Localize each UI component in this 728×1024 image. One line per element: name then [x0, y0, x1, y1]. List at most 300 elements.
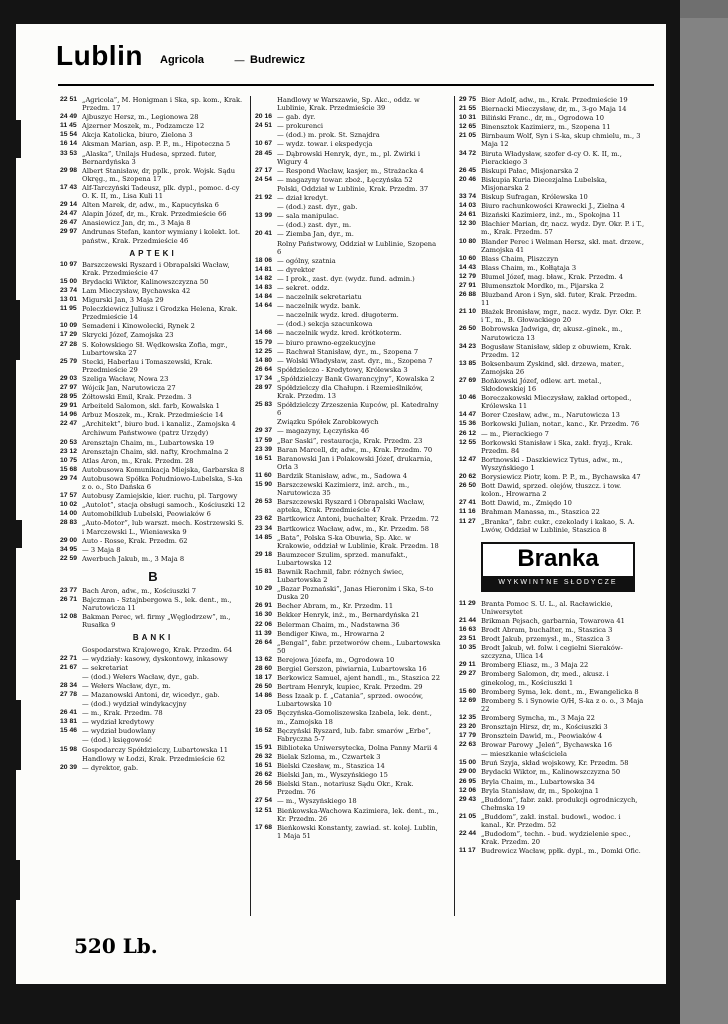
phone-number: 15 79 [255, 338, 273, 346]
entry-text: „Spółdzielczy Bank Gwarancyjny”, Kowalska 2 [277, 374, 435, 383]
entry-text: — sala manipulac. [277, 212, 339, 221]
entry-text: Bartkowicz Antoni, buchalter, Krak. Przedm. 72 [277, 515, 439, 524]
edge-ink-mark [16, 700, 21, 770]
entry-text: Arensztajn Chaim, m., Lubartowska 19 [82, 438, 215, 447]
phone-number: 15 54 [60, 131, 78, 139]
entry-text: Boksenbaum Zyskind, skł. drzewa, mater., Zamojska 26 [481, 359, 625, 376]
phone-number: 26 47 [60, 219, 78, 227]
phone-number: 17 29 [60, 331, 78, 339]
edge-ink-mark [16, 860, 20, 900]
entry-text: Blumel Józef, mag. bław., Krak. Przedm. 4 [481, 272, 623, 281]
entry-text: Handlowy w Warszawie, Sp. Akc., oddz. w Lublinie, Krak. Przedmieście 39 [277, 96, 420, 113]
entry-text: — Wełers Wacław, dyr., m. [82, 681, 171, 690]
directory-entry [255, 257, 441, 265]
entry-text: Bryla Chaim, m., Lubartowska 34 [481, 777, 595, 786]
entry-text: Blumensztok Mordko, m., Pijarska 2 [481, 281, 604, 290]
entry-text: Bach Aron, adw., m., Kościuszki 7 [82, 586, 196, 595]
phone-number: 29 11 [459, 661, 476, 669]
phone-number: 15 60 [459, 687, 477, 695]
entry-text: Archiwum Państwowe (patrz Urzędy) [82, 429, 209, 438]
directory-entry [255, 348, 441, 356]
directory-entry [60, 664, 246, 672]
entry-text: Handlowy w Łodzi, Krak. Przedmieście 62 [82, 754, 226, 763]
phone-number: 26 62 [255, 771, 273, 779]
entry-text: Blass Chaim, m., Kołłątaja 3 [481, 263, 577, 272]
directory-entry [255, 185, 441, 193]
directory-entry [60, 646, 246, 654]
directory-entry [255, 113, 441, 121]
directory-entry [60, 596, 246, 612]
phone-number: 29 75 [459, 96, 477, 103]
entry-text: — wydział kredytowy [82, 718, 155, 727]
phone-number: 16 52 [255, 726, 273, 734]
entry-text: Migurski Jan, 3 Maja 29 [82, 296, 164, 305]
entry-text: Berkowicz Samuel, ajent handl., m., Staszica 22 [277, 674, 440, 683]
phone-number: 16 51 [255, 454, 273, 462]
entry-text: Spółdzielczo - Kredytowy, Królewska 3 [277, 365, 408, 374]
directory-entry [255, 329, 441, 337]
directory-entry [60, 96, 246, 112]
entry-text: Bertram Henryk, kupiec, Krak. Przedm. 29 [277, 683, 423, 692]
phone-number: 24 47 [60, 210, 78, 218]
entry-text: Bromberg Eliasz, m., 3 Maja 22 [481, 661, 589, 670]
entry-text: Bajczman - Sztajnbergowa S., lek. dent., m., Narutowicza 11 [82, 596, 232, 613]
phone-number: 14 86 [255, 692, 273, 700]
phone-number: 29 14 [60, 201, 78, 209]
directory-entry [60, 519, 246, 535]
header-rule [58, 84, 654, 86]
phone-number: 27 69 [459, 377, 477, 384]
phone-number: 23 05 [255, 709, 273, 717]
phone-number: 12 55 [459, 438, 477, 446]
directory-entry [459, 439, 645, 455]
entry-text: Brydacki Wiktor, m., Kalinowszczyzna 50 [481, 768, 621, 777]
phone-number: 26 95 [459, 777, 477, 785]
directory-entry [459, 697, 645, 713]
directory-entry [255, 780, 441, 796]
entry-text: Becher Abram, m., Kr. Przedm. 11 [277, 602, 394, 611]
directory-entry [459, 714, 645, 722]
directory-entry [60, 140, 246, 148]
entry-text: Bielski Jan, m., Wyszyńskiego 15 [277, 771, 388, 780]
entry-text: — (dod.) m. prok. St. Sznajdra [277, 131, 380, 140]
phone-number: 26 12 [459, 429, 477, 437]
phone-number: 20 41 [255, 230, 273, 238]
entry-text: Bott Dawid, m., Zmiędo 10 [481, 499, 572, 508]
directory-entry [60, 331, 246, 339]
entry-text: Bromberg Salomon, dr, med., akusz. i ginekolog, m., Kościuszki 1 [481, 670, 609, 687]
directory-entry [60, 746, 246, 754]
directory-entry [459, 741, 645, 749]
phone-number: 28 97 [255, 384, 273, 391]
directory-entry [255, 683, 441, 691]
entry-text: „Bar Saski”, restauracja, Krak. Przedm. 23 [277, 436, 423, 445]
header-first-entry: Agricola [160, 54, 205, 66]
entry-text: — (dod.) zast. dyr., m. [277, 221, 352, 230]
entry-text: Ajzerner Moszek, m., Podzamcze 12 [82, 122, 205, 131]
phone-number: 18 17 [255, 674, 273, 682]
entry-text: Polski, Oddział w Lublinie, Krak. Przedm. 37 [277, 184, 429, 193]
directory-entry [459, 220, 645, 236]
directory-entry [255, 744, 441, 752]
directory-entry [255, 375, 441, 383]
directory-entry [459, 238, 645, 254]
directory-entry [459, 830, 645, 846]
entry-text: Wójcik Jan, Narutowicza 27 [82, 384, 176, 392]
directory-entry [60, 167, 246, 183]
entry-text: Baumzecer Szulim, sprzed. manufakt., Lubartowska 12 [277, 550, 408, 567]
entry-text: Autobusowa Spółka Południowo-Lubelska, S-ka z o. o., Sto Dańska 6 [82, 474, 243, 492]
phone-number: 10 60 [459, 254, 477, 262]
column-1 [60, 96, 246, 773]
directory-entry [255, 515, 441, 523]
entry-text: „Bata”, Polska S-ka Obuwia, Sp. Akc. w Krakowie, oddział w Lublinie, Krak. Przedm. 18 [277, 533, 439, 550]
entry-text: Borysiewicz Piotr, kom. P. P., m., Bychawska 47 [481, 473, 641, 482]
entry-text: „Alaska”, Unilajs Hudesa, sprzed. futer, Bernardyńska 3 [82, 149, 217, 166]
entry-text: — Dąbrowski Henryk, dyr., m., pl. Żwirki i Wigury 4 [277, 149, 420, 166]
directory-entry [255, 131, 441, 139]
entry-text: Brikman Pejsach, garbarnia, Towarowa 41 [481, 616, 625, 625]
phone-number: 26 32 [255, 752, 273, 760]
directory-entry [459, 499, 645, 507]
entry-text: Gospodarczy Spółdzielczy, Lubartowska 11 [82, 745, 229, 754]
directory-entry [459, 211, 645, 219]
phone-number: 27 91 [459, 281, 477, 289]
directory-entry [459, 456, 645, 472]
entry-text: Skrycki Józef, Zamojska 23 [82, 331, 174, 340]
directory-entry [60, 755, 246, 763]
column-2 [255, 96, 441, 841]
phone-number: 11 95 [60, 305, 77, 313]
entry-text: — gab. dyr. [277, 113, 316, 122]
directory-entry [459, 308, 645, 324]
phone-number: 20 46 [459, 175, 477, 183]
phone-number: 34 95 [60, 545, 78, 553]
phone-number: 13 81 [60, 718, 78, 726]
directory-entry [255, 656, 441, 664]
directory-entry [60, 341, 246, 357]
entry-text: Bartkowicz Wacław, adw., m., Kr. Przedm. 58 [277, 524, 430, 533]
directory-entry [459, 193, 645, 201]
directory-entry [459, 273, 645, 281]
phone-number: 26 50 [255, 683, 273, 691]
phone-number: 17 59 [255, 436, 273, 444]
entry-text: Berejowa Józefa, m., Ogrodowa 10 [277, 655, 395, 664]
phone-number: 29 43 [459, 795, 477, 803]
directory-entry [255, 824, 441, 840]
directory-entry [255, 455, 441, 471]
phone-number: 12 47 [459, 455, 477, 463]
phone-number: 10 09 [60, 322, 78, 330]
directory-entry [60, 439, 246, 447]
entry-text: — naczelnik wydz. bank. [277, 302, 361, 311]
directory-entry [255, 630, 441, 638]
directory-entry [459, 105, 645, 113]
entry-text: Bromberg S. i Synowie O/H, S-ka z o. o., 3 Maja 22 [481, 696, 644, 713]
entry-text: Arensztajn Chaim, skł. nafty, Krochmalna 2 [82, 447, 229, 456]
directory-entry [60, 305, 246, 321]
entry-text: — (dod.) zast. dyr., gab. [277, 203, 358, 212]
entry-text: Biernacki Mieczysław, dr, m., 3-go Maja 14 [481, 105, 627, 114]
directory-entry [459, 150, 645, 166]
entry-text: Brydacki Wiktor, Kalinowszczyzna 50 [82, 277, 209, 286]
entry-text: Bier Adolf, adw., m., Krak. Przedmieście 19 [481, 96, 628, 104]
directory-entry [255, 762, 441, 770]
section-heading: APTEKI [129, 248, 177, 258]
entry-text: Bęczyńska-Gomoliszewska Izabela, lek. dent., m., Zamojska 18 [277, 709, 432, 726]
directory-entry [255, 771, 441, 779]
directory-entry [60, 210, 246, 218]
phone-number: 29 27 [459, 670, 477, 678]
entry-text: — m., Pierackiego 7 [481, 429, 549, 438]
header-last-entry: Budrewicz [250, 54, 306, 66]
directory-entry [255, 339, 441, 347]
entry-text: Związku Spółek Zarobkowych [277, 418, 379, 427]
entry-text: Biskupi Pałac, Misjonarska 2 [481, 166, 579, 175]
directory-entry [459, 411, 645, 419]
phone-number: 25 83 [255, 401, 273, 409]
directory-entry [459, 847, 645, 855]
phone-number: 27 78 [60, 691, 78, 698]
entry-text: — (dod.) księgowość [82, 736, 152, 745]
entry-text: Bęczyński Ryszard, lub. fabr. smarów „Erbe”, Fabryczna 5-7 [277, 726, 431, 743]
phone-number: 12 30 [459, 220, 477, 228]
phone-number: 11 39 [255, 629, 272, 637]
phone-number: 14 03 [459, 202, 477, 210]
entry-text: „Bengal”, fabr. przetworów chem., Lubartowska 50 [277, 638, 441, 655]
phone-number: 14 43 [459, 263, 477, 271]
phone-number: 29 03 [60, 374, 78, 382]
phone-number: 12 79 [459, 272, 477, 280]
phone-number: 26 50 [459, 482, 477, 490]
entry-text: Bobrowska Jadwiga, dr, akusz.-ginek., m., Narutowicza 13 [481, 325, 623, 342]
ad-slogan: WYKWINTNE SŁODYCZE [483, 576, 633, 590]
entry-text: Akcja Katolicka, biuro, Zielona 3 [82, 131, 193, 140]
phone-number: 14 66 [255, 329, 273, 337]
entry-text: Biblioteka Uniwersytecka, Dolna Panny Marii 4 [277, 743, 438, 752]
directory-entry [255, 446, 441, 454]
directory-entry [459, 167, 645, 175]
entry-text: — dyrektor, gab. [82, 763, 139, 772]
ad-brand: Branka [483, 544, 633, 574]
entry-text: Bott Dawid, sprzed. olejów, tłuszcz. i tow. kolon., Hrowarna 2 [481, 482, 622, 499]
directory-entry [255, 150, 441, 166]
directory-entry [255, 692, 441, 708]
phone-number: 17 43 [60, 183, 78, 191]
directory-entry [255, 284, 441, 292]
entry-text: — m., Krak. Przedm. 78 [82, 709, 163, 718]
phone-number: 15 98 [60, 745, 78, 753]
directory-entry [459, 377, 645, 393]
directory-entry [60, 375, 246, 383]
directory-entry [459, 508, 645, 516]
phone-number: 23 51 [459, 635, 477, 643]
phone-number: 27 54 [255, 797, 273, 805]
directory-entry [60, 537, 246, 545]
phone-number: 12 35 [459, 713, 477, 721]
directory-entry [255, 167, 441, 175]
phone-number: 12 25 [255, 347, 273, 355]
entry-text: — naczelnik wydz. kred. długoterm. [277, 311, 399, 320]
entry-text: Autobusowa Komunikacja Miejska, Garbarska 8 [82, 465, 245, 474]
phone-number: 11 27 [459, 517, 476, 525]
entry-text: „Agricola”, M. Honigman i Ska, sp. kom., Krak. Przedm. 17 [82, 96, 243, 113]
directory-entry [459, 813, 645, 829]
directory-entry [255, 401, 441, 417]
directory-entry [255, 212, 441, 220]
entry-text: Alten Marek, dr, adw., m., Kapucyńska 6 [82, 201, 219, 210]
directory-entry [459, 473, 645, 481]
entry-text: — Rachwał Stanisław, dyr., m., Szopena 7 [277, 347, 419, 356]
directory-entry [459, 768, 645, 776]
phone-number: 11 60 [255, 471, 272, 479]
phone-number: 29 74 [60, 474, 78, 482]
directory-entry [459, 202, 645, 210]
entry-text: Bońkowski Józef, odlew. art. metal., Skłodowskiej 16 [481, 377, 602, 394]
directory-entry [60, 228, 246, 244]
phone-number: 26 91 [255, 602, 273, 610]
entry-text: Budrewicz Wacław, ppłk. dypl., m., Domki Ofic. [481, 847, 641, 856]
directory-entry [60, 475, 246, 491]
entry-text: „Budodom”, techn. - bud. wydzielenie spec., Krak. Przedm. 20 [481, 830, 631, 847]
entry-text: Bronsztajn Hirsz, dr, m., Kościuszki 3 [481, 723, 608, 731]
directory-entry [459, 176, 645, 192]
phone-number: 26 64 [255, 638, 273, 646]
entry-text: Błażek Bronisław, mgr., nacz. wydz. Dyr. Okr. P. i T., m., B. Głowackiego 20 [481, 308, 642, 325]
phone-number: 15 46 [60, 727, 78, 735]
directory-entry [60, 184, 246, 200]
directory-entry [60, 122, 246, 130]
directory-entry [60, 457, 246, 465]
phone-number: 29 97 [60, 228, 78, 236]
entry-text: Bizański Kazimierz, inż., m., Spokojna 11 [481, 211, 621, 220]
directory-entry [459, 787, 645, 795]
directory-entry [459, 518, 645, 534]
phone-number: 14 47 [459, 411, 477, 419]
phone-number: 11 29 [459, 599, 476, 607]
phone-number: 13 62 [255, 655, 273, 663]
directory-entry [255, 639, 441, 655]
phone-number: 10 75 [60, 456, 78, 464]
directory-entry [459, 617, 645, 625]
directory-entry [60, 555, 246, 563]
entry-text: Browar Parowy „Jeleń”, Bychawska 16 [481, 741, 612, 750]
phone-number: 20 39 [60, 763, 78, 771]
phone-number: 23 20 [459, 723, 477, 730]
directory-entry [459, 255, 645, 263]
entry-text: Bronsztein Dawid, m., Peowiaków 4 [481, 732, 603, 741]
directory-entry [60, 587, 246, 595]
phone-number: 27 97 [60, 384, 78, 391]
directory-entry [255, 709, 441, 725]
entry-text: — magazyny, Łęczyńska 46 [277, 427, 370, 436]
phone-number: 12 65 [459, 123, 477, 131]
entry-text: Arbeiteld Salomon, skł. farb, Kowalska 1 [82, 402, 220, 411]
entry-text: Baranowski Jan i Polakowski Józef, drukarnia, Orla 3 [277, 454, 433, 471]
directory-entry [459, 114, 645, 122]
directory-entry [459, 759, 645, 767]
directory-entry [255, 585, 441, 601]
phone-number: 20 16 [255, 113, 273, 121]
entry-text: — wydział budowlany [82, 727, 156, 736]
directory-entry [60, 322, 246, 330]
phone-number: 22 71 [60, 654, 78, 662]
directory-entry [60, 420, 246, 428]
directory-entry [255, 320, 441, 328]
column-divider [250, 96, 251, 916]
directory-entry [255, 534, 441, 550]
entry-text: Biliński Franc., dr, m., Ogrodowa 10 [481, 114, 604, 123]
directory-entry [255, 602, 441, 610]
entry-text: Stecki, Haberlau i Tomaszewski, Krak. Przedmieście 29 [82, 357, 213, 374]
entry-text: — mieszkanie właściciela [481, 750, 567, 759]
city-title: Lublin [56, 40, 143, 71]
directory-entry [459, 670, 645, 686]
phone-number: 34 72 [459, 149, 477, 157]
entry-text: Bielski Czesław, m., Staszica 14 [277, 762, 385, 771]
entry-text: — biuro prawno-egzekucyjne [277, 338, 376, 347]
directory-entry [60, 736, 246, 744]
entry-text: Barszczewski Ryszard i Obrapalski Wacław, apteka, Krak. Przedmieście 47 [277, 498, 425, 515]
entry-text: Binensztok Kazimierz, m., Szopena 11 [481, 123, 611, 132]
entry-text: Szeliga Wacław, Nowa 23 [82, 374, 169, 383]
phone-number: 15 90 [255, 481, 273, 489]
directory-entry [459, 778, 645, 786]
directory-entry [255, 384, 441, 400]
directory-entry [459, 360, 645, 376]
directory-entry [255, 302, 441, 310]
entry-text: — dyrektor [277, 265, 315, 274]
phone-number: 15 00 [60, 277, 78, 285]
directory-entry [60, 718, 246, 726]
phone-number: 28 45 [255, 149, 273, 157]
phone-number: 10 35 [459, 644, 477, 652]
phone-number: 22 51 [60, 96, 78, 103]
phone-number: 22 44 [459, 830, 477, 838]
phone-number: 26 71 [60, 596, 78, 604]
directory-entry [255, 311, 441, 319]
phone-number: 15 81 [255, 567, 273, 575]
directory-entry [255, 427, 441, 435]
directory-entry [60, 287, 246, 295]
phone-number: 22 59 [60, 554, 78, 562]
column-divider [454, 96, 455, 916]
directory-entry [255, 568, 441, 584]
phone-number: 14 83 [255, 283, 273, 291]
entry-text: Albert Stanisław, dr, pplk., prok. Wojsk. Sądu Okręg., m., Szopena 17 [82, 166, 236, 183]
entry-text: Biskupia Kuria Diecezjalna Lubelska, Misjonarska 2 [481, 175, 608, 192]
entry-text: Biuro rachunkowości Krawecki J., Zielna 4 [481, 202, 625, 211]
entry-text: Bluzband Aron i Syn, skł. futer, Krak. Przedm. 11 [481, 291, 637, 308]
phone-number: 28 95 [60, 393, 78, 401]
phone-number: 20 62 [459, 473, 477, 481]
entry-text: Alf-Tarczyński Tadeusz, plk. dypl., pomoc. d-cy O. K. II, m., Lisa Kuli 11 [82, 183, 240, 201]
phone-number: 21 10 [459, 308, 477, 316]
directory-entry [60, 546, 246, 554]
advertisement-logo [481, 542, 635, 592]
entry-text: Lam Mieczysław, Bychawska 42 [82, 286, 191, 295]
phone-number: 11 16 [459, 508, 476, 516]
phone-number: 26 50 [459, 325, 477, 333]
phone-number: 24 49 [60, 113, 78, 121]
phone-number: 15 91 [255, 743, 273, 751]
directory-entry [255, 611, 441, 619]
directory-entry [459, 394, 645, 410]
directory-entry [459, 282, 645, 290]
phone-number: 12 08 [60, 613, 78, 621]
directory-entry [255, 275, 441, 283]
phone-number: 27 28 [60, 340, 78, 348]
